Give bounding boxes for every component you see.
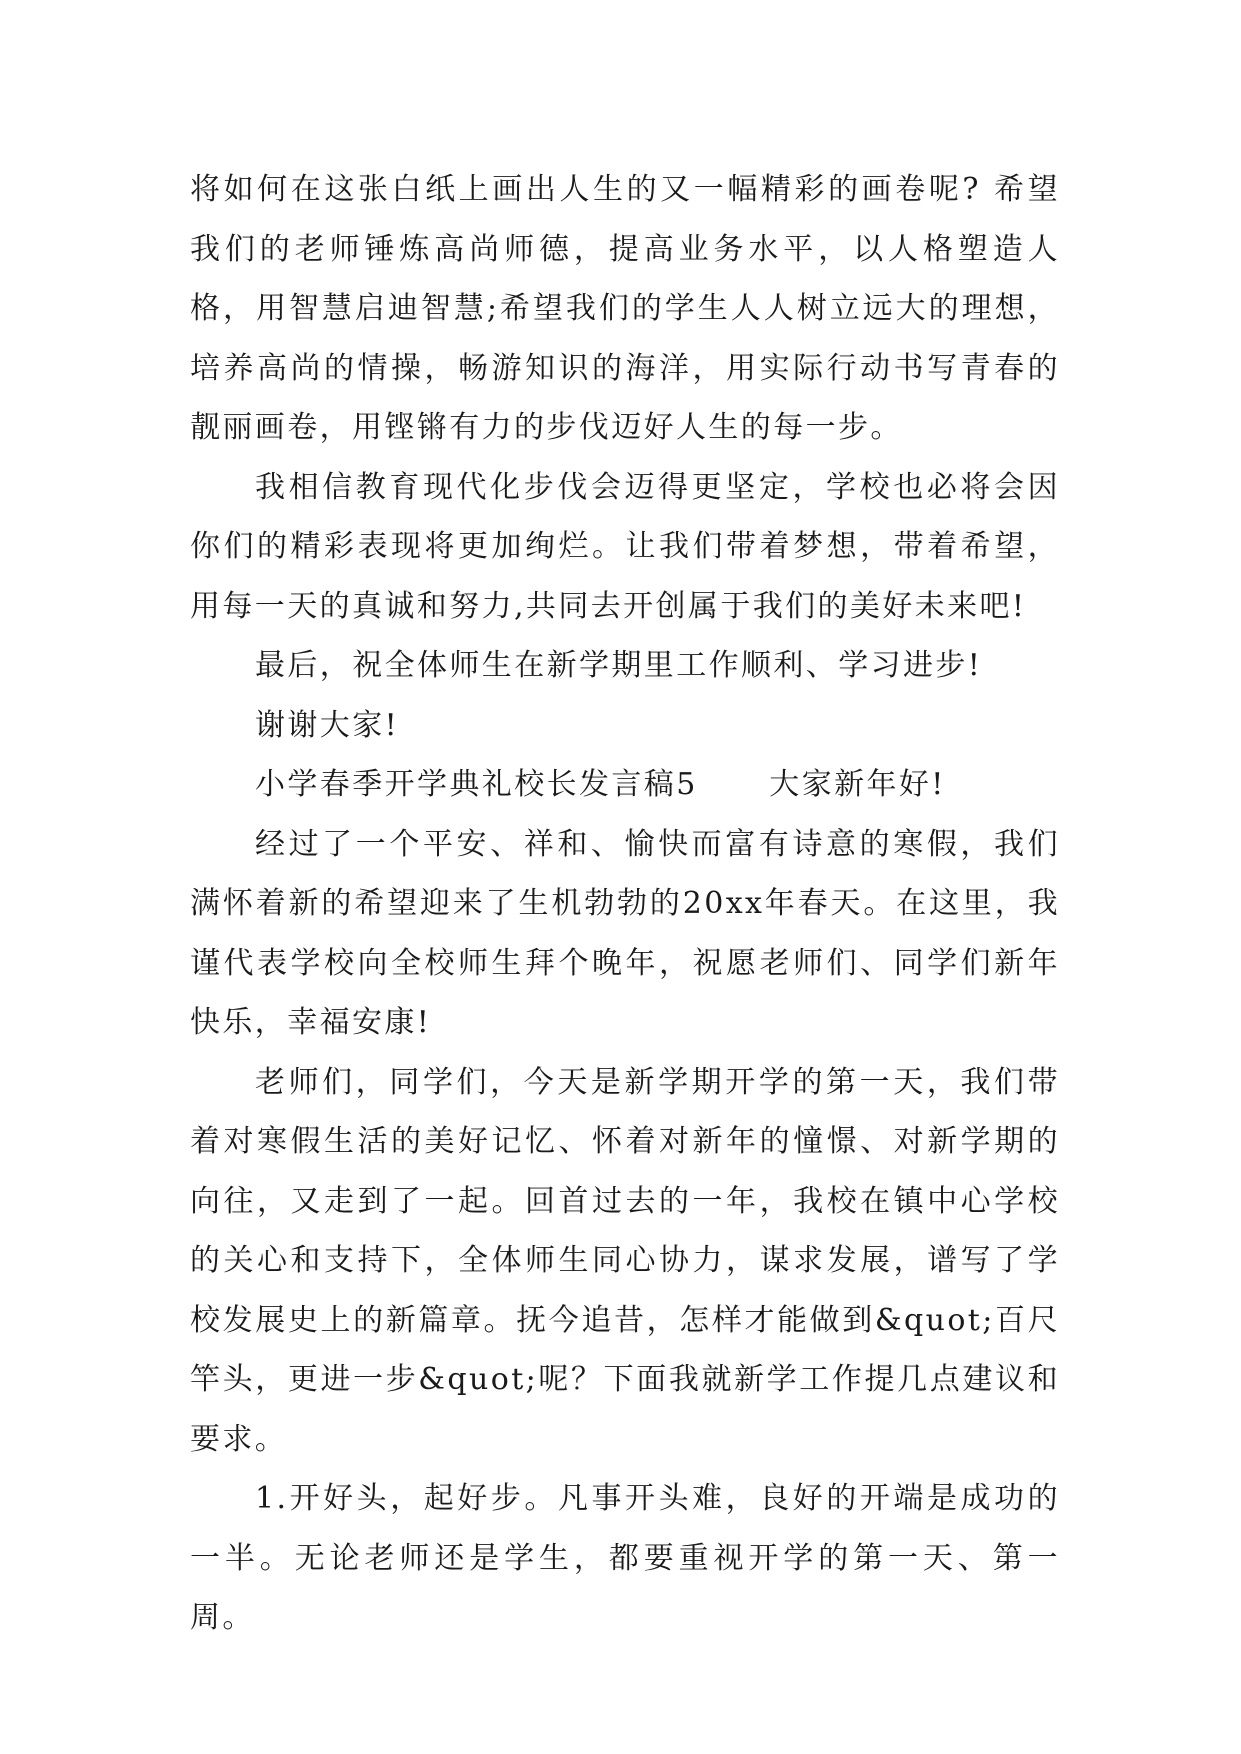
paragraph-7: 老师们，同学们，今天是新学期开学的第一天，我们带着对寒假生活的美好记忆、怀着对新年的憧憬、对新学期的向往，又走到了一起。回首过去的一年，我校在镇中心学校的关心和支持下，全体师生同心协力，谋求发展，谱写了学校发展史上的新篇章。抚今追昔，怎样才能做到&quot;百尺竿头，更进一步&quot;呢？下面我就新学工作提几点建议和要求。 <box>190 1064 1060 1457</box>
paragraph-1: 将如何在这张白纸上画出人生的又一幅精彩的画卷呢? 希望我们的老师锤炼高尚师德，提高业务水平，以人格塑造人格，用智慧启迪智慧;希望我们的学生人人树立远大的理想，培养高尚的情操，畅游知识的海洋，用实际行动书写青春的靓丽画卷，用铿锵有力的步伐迈好人生的每一步。 <box>190 172 1060 445</box>
paragraph-3: 最后，祝全体师生在新学期里工作顺利、学习进步! <box>255 648 983 683</box>
paragraph-5-heading: 小学春季开学典礼校长发言稿5 大家新年好! <box>255 767 946 802</box>
paragraph-8: 1.开好头，起好步。凡事开头难，良好的开端是成功的一半。无论老师还是学生，都要重视开学的第一天、第一周。 <box>190 1481 1060 1635</box>
paragraph-6: 经过了一个平安、祥和、愉快而富有诗意的寒假，我们满怀着新的希望迎来了生机勃勃的20xx年春天。在这里，我谨代表学校向全校师生拜个晚年，祝愿老师们、同学们新年快乐，幸福安康! <box>190 826 1060 1040</box>
paragraph-4: 谢谢大家! <box>255 707 400 743</box>
paragraph-2: 我相信教育现代化步伐会迈得更坚定，学校也必将会因你们的精彩表现将更加绚烂。让我们带着梦想，带着希望，用每一天的真诚和努力,共同去开创属于我们的美好未来吧! <box>190 469 1060 624</box>
document-body <box>190 160 1060 1648</box>
